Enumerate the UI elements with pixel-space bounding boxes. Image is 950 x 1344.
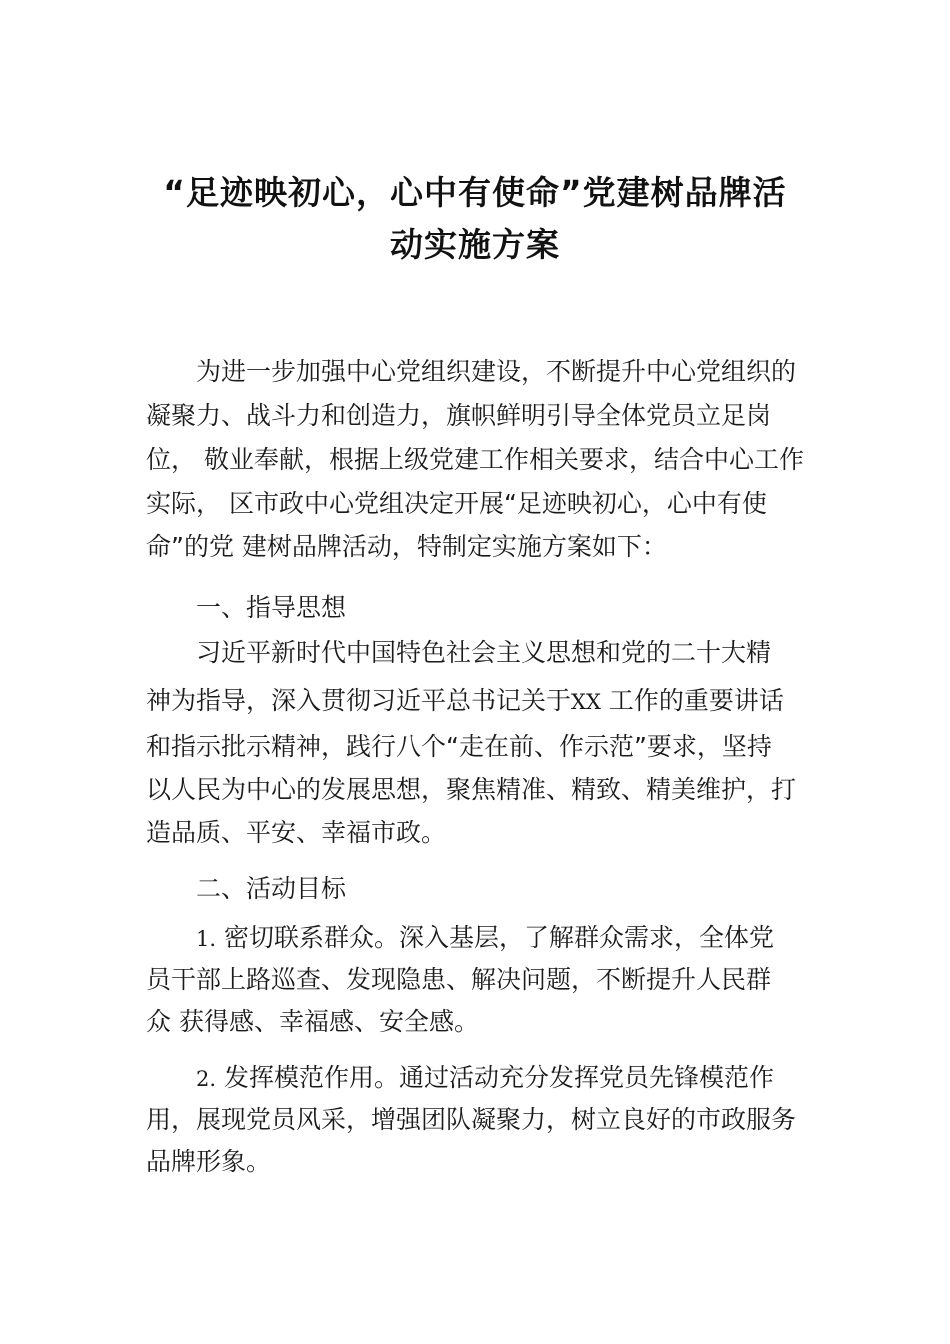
- section-1-heading: 一、指导思想: [196, 593, 347, 622]
- item-1-line-1: [196, 918, 876, 959]
- item-1-line-2: 员干部上路巡查、发现隐患、解决问题，不断提升人民群: [146, 965, 772, 994]
- intro-line-1: 为进一步加强中心党组织建设，不断提升中心党组织的: [196, 357, 797, 386]
- section-1-line-4: 以人民为中心的发展思想，聚焦精准、精致、精美维护，打: [146, 775, 797, 804]
- document-title-line-2: 动实施方案: [390, 225, 560, 264]
- section-1-line-2: [146, 681, 826, 722]
- intro-line-4: 实际， 区市政中心党组决定开展“足迹映初心，心中有使: [146, 489, 767, 518]
- item-2-line-1-text: 发挥模范作用。通过活动充分发挥党员先锋模范作: [216, 1063, 774, 1092]
- item-2-number: 2.: [196, 1067, 217, 1091]
- intro-line-5: 命”的党 建树品牌活动，特制定实施方案如下：: [146, 532, 667, 561]
- item-2-line-1: [196, 1058, 876, 1099]
- item-2-line-2: 用，展现党员风采，增强团队凝聚力，树立良好的市政服务: [146, 1105, 797, 1134]
- section-1-line-3: 和指示批示精神，践行八个“走在前、作示范”要求，坚持: [146, 732, 772, 761]
- item-1-line-3: 众 获得感、幸福感、安全感。: [146, 1007, 479, 1036]
- item-1-line-1-text: 密切联系群众。深入基层，了解群众需求，全体党: [216, 923, 774, 952]
- placeholder-xx: XX: [571, 690, 601, 714]
- section-2-heading: 二、活动目标: [196, 874, 347, 903]
- section-1-line-2-text: 神为指导，深入贯彻习近平总书记关于: [146, 686, 572, 715]
- section-1-line-1: 习近平新时代中国特色社会主义思想和党的二十大精: [196, 638, 772, 667]
- section-1-line-5: 造品质、平安、幸福市政。: [146, 818, 447, 847]
- item-2-line-3: 品牌形象。: [146, 1147, 272, 1176]
- document-title-line-1: “足迹映初心，心中有使命”党建树品牌活: [163, 173, 787, 212]
- section-1-line-2-tail: 工作的重要讲话: [600, 686, 784, 715]
- intro-line-2: 凝聚力、战斗力和创造力，旗帜鲜明引导全体党员立足岗: [146, 401, 772, 430]
- intro-line-3: 位， 敬业奉献，根据上级党建工作相关要求，结合中心工作: [146, 445, 804, 474]
- item-1-number: 1.: [196, 927, 217, 951]
